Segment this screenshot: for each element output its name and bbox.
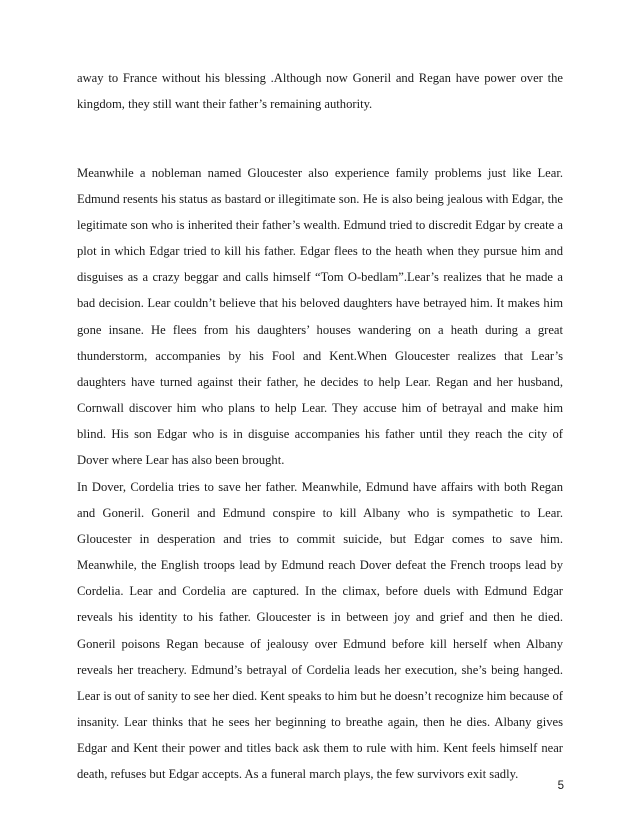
page-number: 5 xyxy=(557,780,564,792)
paragraph-dover-climax: In Dover, Cordelia tries to save her father. Meanwhile, Edmund have affairs with both Regan and Goneril. Goneril and Edmund conspire to kill Albany who is sympathetic to Lear. Gloucester in desperation and tries to commit suicide, but Edgar comes to save him. Meanwhile, the English troops lead by Edmund reach Dover defeat the French troops lead by Cordelia. Lear and Cordelia are captured. In the climax, before duels with Edmund Edgar reveals his identity to his father. Gloucester is in between joy and grief and then he died. Goneril poisons Regan because of jealousy over Edmund before kill herself when Albany reveals her treachery. Edmund’s betrayal of Cordelia leads her execution, she’s being hanged. Lear is out of sanity to see her died. Kent speaks to him but he doesn’t recognize him because of insanity. Lear thinks that he sees her beginning to breathe again, then he dies. Albany gives Edgar and Kent their power and titles back ask them to rule with him. Kent feels himself near death, refuses but Edgar accepts. As a funeral march plays, the few survivors exit sadly. xyxy=(77,480,563,782)
paragraph-gloucester-subplot: Meanwhile a nobleman named Gloucester also experience family problems just like Lear. Edmund resents his status as bastard or illegitimate son. He is also being jealous with Edgar, the legitimate son who is inherited their father’s wealth. Edmund tried to discredit Edgar by create a plot in which Edgar tried to kill his father. Edgar flees to the heath when they pursue him and disguises as a crazy beggar and calls himself “Tom O-bedlam”.Lear’s realizes that he made a bad decision. Lear couldn’t believe that his beloved daughters have betrayed him. It makes him gone insane. He flees from his daughters’ houses wandering on a heath during a great thunderstorm, accompanies by his Fool and Kent.When Gloucester realizes that Lear’s daughters have turned against their father, he decides to help Lear. Regan and her husband, Cornwall discover him who plans to help Lear. They accuse him of betrayal and make him blind. His son Edgar who is in disguise accompanies his father until they reach the city of Dover where Lear has also been brought. xyxy=(77,166,563,468)
paragraph-lear-daughters-authority: away to France without his blessing .Although now Goneril and Regan have power over the kingdom, they still want their father’s remaining authority. xyxy=(77,71,563,112)
